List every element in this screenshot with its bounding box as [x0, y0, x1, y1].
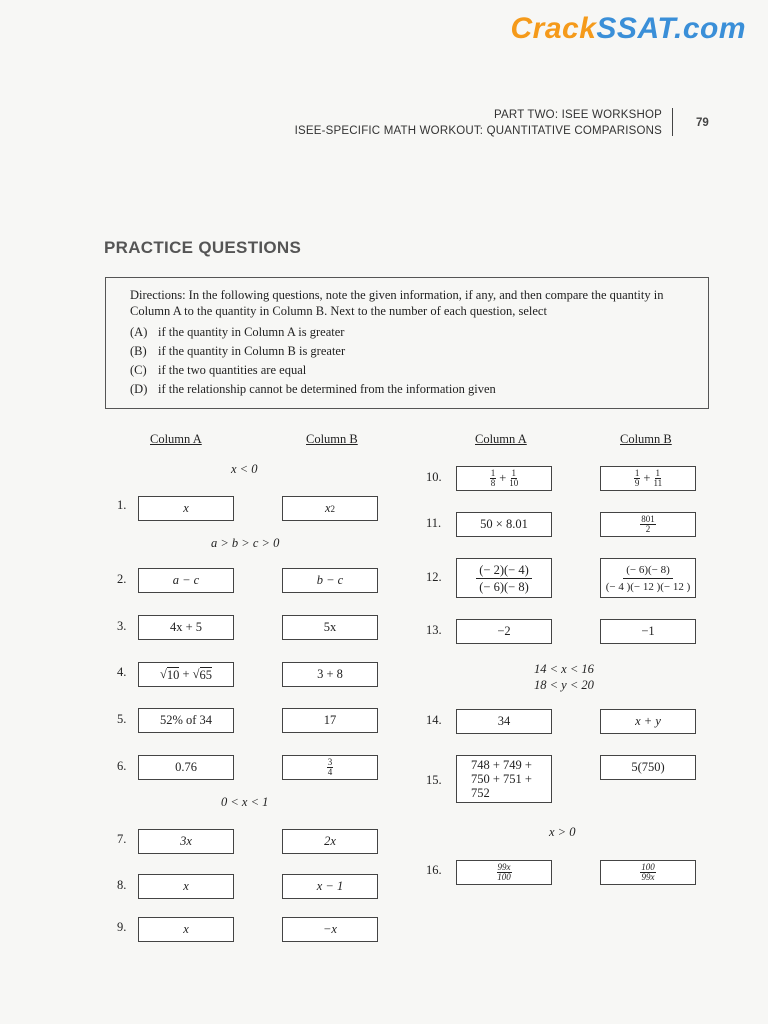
section-title: PRACTICE QUESTIONS: [104, 238, 302, 257]
fraction: $\frac{1}{11}$: [653, 468, 663, 488]
q15-column-b-box: 5(750): [600, 755, 696, 780]
option-b: (B) if the quantity in Column B is greater: [130, 344, 346, 358]
condition-x-between-0-1: 0 < x < 1: [221, 795, 269, 809]
header-chapter-title: ISEE-SPECIFIC MATH WORKOUT: QUANTITATIVE COMPARISONS: [294, 125, 662, 137]
question-number: 8.: [117, 878, 127, 892]
q7-column-b-box: 2x: [282, 829, 378, 854]
q12-column-b-box: [600, 558, 696, 598]
fraction: (− 6)(− 8) (− 4 )(− 12 )(− 12 ): [605, 563, 691, 593]
sqrt-icon: √: [159, 667, 167, 681]
column-a-header-left: Column A: [150, 432, 202, 446]
column-b-header-right: Column B: [620, 432, 672, 446]
question-number: 11.: [426, 516, 442, 530]
header-divider: [672, 108, 673, 136]
cracksat-logo: CrackSSAT.com: [510, 12, 746, 45]
q14-column-b-box: x + y: [600, 709, 696, 734]
q9-column-b-box: −x: [282, 917, 378, 942]
q5-column-b-box: 17: [282, 708, 378, 733]
header-part-title: PART TWO: ISEE WORKSHOP: [494, 109, 662, 121]
question-number: 10.: [426, 470, 442, 484]
option-c: (C) if the two quantities are equal: [130, 363, 307, 377]
q11-column-a-box: 50 × 8.01: [456, 512, 552, 537]
q3-column-b-box: 5x: [282, 615, 378, 640]
question-number: 16.: [426, 863, 442, 877]
page-number: 79: [696, 117, 709, 129]
fraction: $\frac{1}{10}$: [509, 468, 519, 488]
question-number: 2.: [117, 572, 127, 586]
q4-column-a-box: √ 10 + √ 65: [138, 662, 234, 687]
q14-column-a-box: 34: [456, 709, 552, 734]
q2-column-b-box: b − c: [282, 568, 378, 593]
question-number: 5.: [117, 712, 127, 726]
question-number: 4.: [117, 665, 127, 679]
q8-column-a-box: x: [138, 874, 234, 899]
question-number: 6.: [117, 759, 127, 773]
q16-column-b-box: [600, 860, 696, 885]
question-number: 7.: [117, 832, 127, 846]
option-a: (A) if the quantity in Column A is greater: [130, 325, 345, 339]
condition-x-positive: x > 0: [549, 825, 576, 839]
directions-box: [105, 277, 709, 409]
condition-a-b-c: a > b > c > 0: [211, 536, 280, 550]
question-number: 1.: [117, 498, 127, 512]
condition-x-range: 14 < x < 16: [534, 662, 594, 676]
question-number: 13.: [426, 623, 442, 637]
q6-column-b-box: [282, 755, 378, 780]
q9-column-a-box: x: [138, 917, 234, 942]
fraction: 100 99x: [641, 862, 655, 882]
q8-column-b-box: x − 1: [282, 874, 378, 899]
fraction: 3 4: [327, 757, 333, 777]
q16-column-a-box: [456, 860, 552, 885]
question-number: 9.: [117, 920, 127, 934]
fraction: (− 2)(− 4) (− 6)(− 8): [476, 562, 532, 595]
fraction: 1 8: [490, 468, 496, 488]
question-number: 15.: [426, 773, 442, 787]
question-number: 3.: [117, 619, 127, 633]
directions-text: Directions: In the following questions, note the given information, if any, and then compare the quantity in Column A to the quantity in Column B. Next to the number of each question, select: [130, 288, 664, 318]
option-d: (D) if the relationship cannot be determined from the information given: [130, 382, 496, 396]
q12-column-a-box: [456, 558, 552, 598]
question-number: 12.: [426, 570, 442, 584]
condition-y-range: 18 < y < 20: [534, 678, 594, 692]
q10-column-b-box: 1 9 + $\frac{1}{11}$: [600, 466, 696, 491]
q1-column-b-box: x 2: [282, 496, 378, 521]
question-number: 14.: [426, 713, 442, 727]
q4-column-b-box: 3 + 8: [282, 662, 378, 687]
q1-column-a-box: x: [138, 496, 234, 521]
q3-column-a-box: 4x + 5: [138, 615, 234, 640]
q13-column-a-box: −2: [456, 619, 552, 644]
fraction: 801 2: [641, 514, 655, 534]
q2-column-a-box: a − c: [138, 568, 234, 593]
q15-column-a-box: 748 + 749 + 750 + 751 + 752: [456, 755, 552, 803]
fraction: 1 9: [634, 468, 640, 488]
q7-column-a-box: 3x: [138, 829, 234, 854]
column-a-header-right: Column A: [475, 432, 527, 446]
q13-column-b-box: −1: [600, 619, 696, 644]
q11-column-b-box: [600, 512, 696, 537]
q10-column-a-box: 1 8 + $\frac{1}{10}$: [456, 466, 552, 491]
condition-x-negative: x < 0: [231, 462, 258, 476]
fraction: 99x 100: [497, 862, 511, 882]
q6-column-a-box: 0.76: [138, 755, 234, 780]
sqrt-icon: √: [192, 667, 200, 681]
column-b-header-left: Column B: [306, 432, 358, 446]
q5-column-a-box: 52% of 34: [138, 708, 234, 733]
